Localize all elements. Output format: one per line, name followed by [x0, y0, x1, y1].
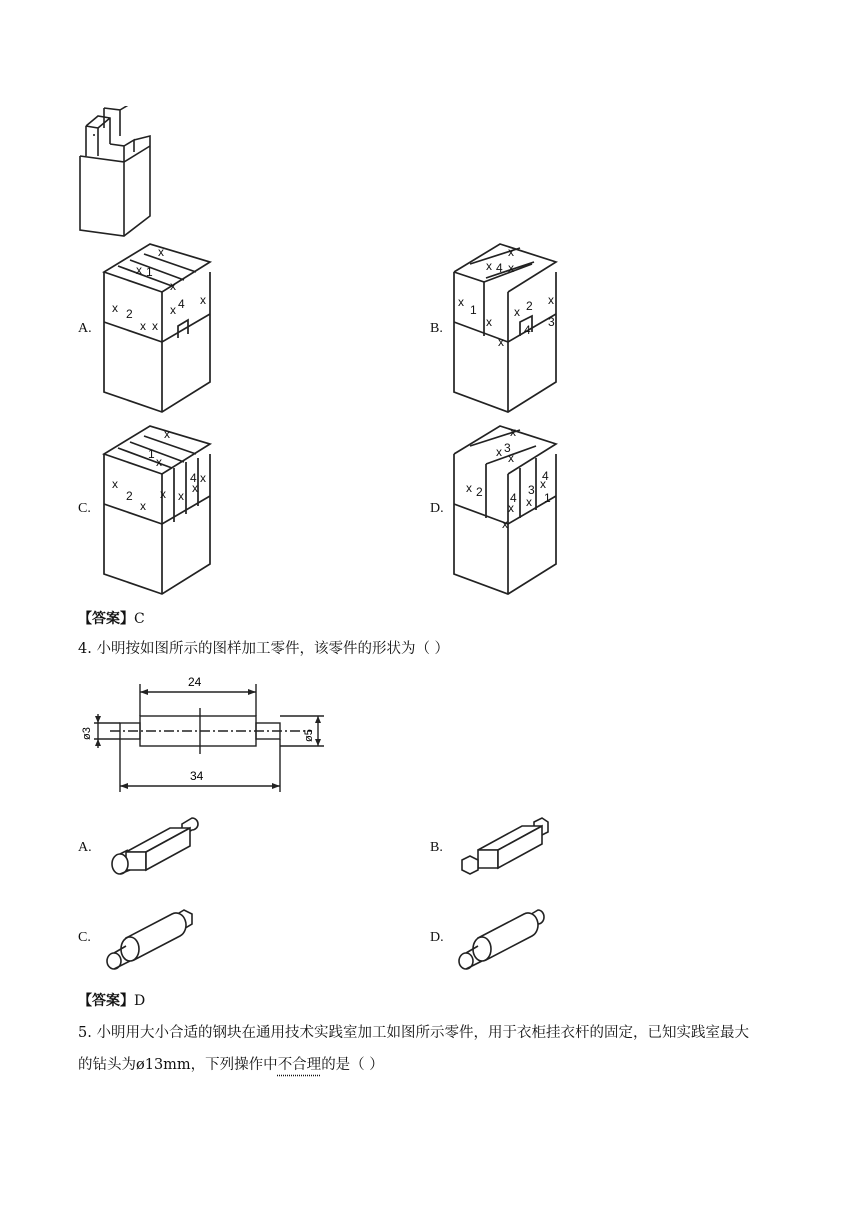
svg-text:x: x	[170, 279, 176, 293]
q3-option-c-label[interactable]: C.	[78, 501, 91, 516]
q4-option-b-figure[interactable]	[456, 812, 556, 878]
svg-text:4: 4	[178, 297, 185, 311]
q5-line2-post: 的是（ ）	[321, 1057, 384, 1073]
q3-option-c-figure[interactable]	[100, 424, 215, 596]
svg-text:4: 4	[510, 491, 517, 505]
svg-text:x: x	[486, 259, 492, 273]
svg-text:2: 2	[126, 489, 133, 503]
q4-option-b-label[interactable]: B.	[430, 840, 443, 855]
q3-answer	[78, 608, 145, 628]
svg-text:x: x	[498, 335, 504, 349]
q3-option-a-label[interactable]: A.	[78, 321, 92, 336]
svg-text:1: 1	[146, 265, 153, 279]
svg-text:x: x	[158, 245, 164, 259]
q5-question-line2	[78, 1050, 384, 1080]
svg-text:x: x	[508, 501, 514, 515]
svg-text:x: x	[508, 245, 514, 259]
svg-text:x: x	[160, 487, 166, 501]
q4-option-a-figure[interactable]	[104, 812, 204, 878]
q3-option-d-figure[interactable]	[450, 424, 565, 596]
svg-text:4: 4	[496, 261, 503, 275]
svg-text:x: x	[458, 295, 464, 309]
q4-option-d-label[interactable]: D.	[430, 930, 444, 945]
answer-value: C	[134, 611, 145, 627]
q4-option-c-figure[interactable]	[100, 906, 200, 972]
svg-text:x: x	[136, 263, 142, 277]
svg-text:x: x	[514, 305, 520, 319]
q3-option-a-figure[interactable]	[100, 242, 215, 414]
q4-option-a-label[interactable]: A.	[78, 840, 92, 855]
svg-text:x: x	[164, 427, 170, 441]
svg-text:4: 4	[542, 469, 549, 483]
svg-text:3: 3	[528, 483, 535, 497]
svg-text:x: x	[140, 319, 146, 333]
q5-question-line1: 5. 小明用大小合适的钢块在通用技术实践室加工如图所示零件，用于衣柜挂衣杆的固定，已知实践室最大	[78, 1025, 749, 1041]
svg-text:x: x	[466, 481, 472, 495]
svg-text:4: 4	[190, 471, 197, 485]
svg-text:4: 4	[524, 323, 531, 337]
svg-text:x: x	[112, 477, 118, 491]
svg-text:3: 3	[548, 315, 555, 329]
dim-top: 24	[188, 675, 202, 689]
svg-text:x: x	[548, 293, 554, 307]
q3-part-figure	[76, 106, 156, 240]
svg-text:x: x	[508, 451, 514, 465]
svg-text:x: x	[508, 261, 514, 275]
q4-answer	[78, 990, 145, 1010]
svg-text:x: x	[200, 471, 206, 485]
answer-label: 【答案】	[78, 611, 134, 627]
q4-question-text: 4. 小明按如图所示的图样加工零件，该零件的形状为（ ）	[78, 641, 450, 657]
svg-text:3: 3	[504, 441, 511, 455]
svg-text:x: x	[178, 489, 184, 503]
q4-drawing	[74, 670, 334, 798]
q3-option-d-label[interactable]: D.	[430, 501, 444, 516]
dim-bottom: 34	[190, 769, 204, 783]
answer-label: 【答案】	[78, 993, 134, 1009]
svg-text:x: x	[502, 517, 508, 531]
answer-value: D	[134, 993, 146, 1009]
svg-text:x: x	[496, 445, 502, 459]
svg-text:2: 2	[526, 299, 533, 313]
q5-emphasis: 不合理	[277, 1057, 322, 1073]
q5-line2-pre: 的钻头为ø13mm，下列操作中	[78, 1057, 278, 1073]
svg-text:1: 1	[470, 303, 477, 317]
svg-text:x: x	[486, 315, 492, 329]
svg-text:x: x	[526, 495, 532, 509]
dim-left-dia: ø3	[81, 727, 93, 740]
q4-option-c-label[interactable]: C.	[78, 930, 91, 945]
svg-text:x: x	[200, 293, 206, 307]
svg-text:x: x	[510, 425, 516, 439]
svg-text:1: 1	[544, 491, 551, 505]
svg-text:x: x	[140, 499, 146, 513]
dim-right-dia: ø5	[303, 729, 315, 742]
q3-option-b-figure[interactable]	[450, 242, 565, 414]
svg-text:1: 1	[148, 447, 155, 461]
svg-text:x: x	[170, 303, 176, 317]
svg-text:2: 2	[126, 307, 133, 321]
svg-text:x: x	[152, 319, 158, 333]
svg-text:2: 2	[476, 485, 483, 499]
svg-text:x: x	[540, 477, 546, 491]
svg-text:x: x	[192, 481, 198, 495]
q3-option-b-label[interactable]: B.	[430, 321, 443, 336]
svg-text:x: x	[112, 301, 118, 315]
q4-option-d-figure[interactable]	[452, 904, 552, 972]
svg-text:x: x	[156, 455, 162, 469]
